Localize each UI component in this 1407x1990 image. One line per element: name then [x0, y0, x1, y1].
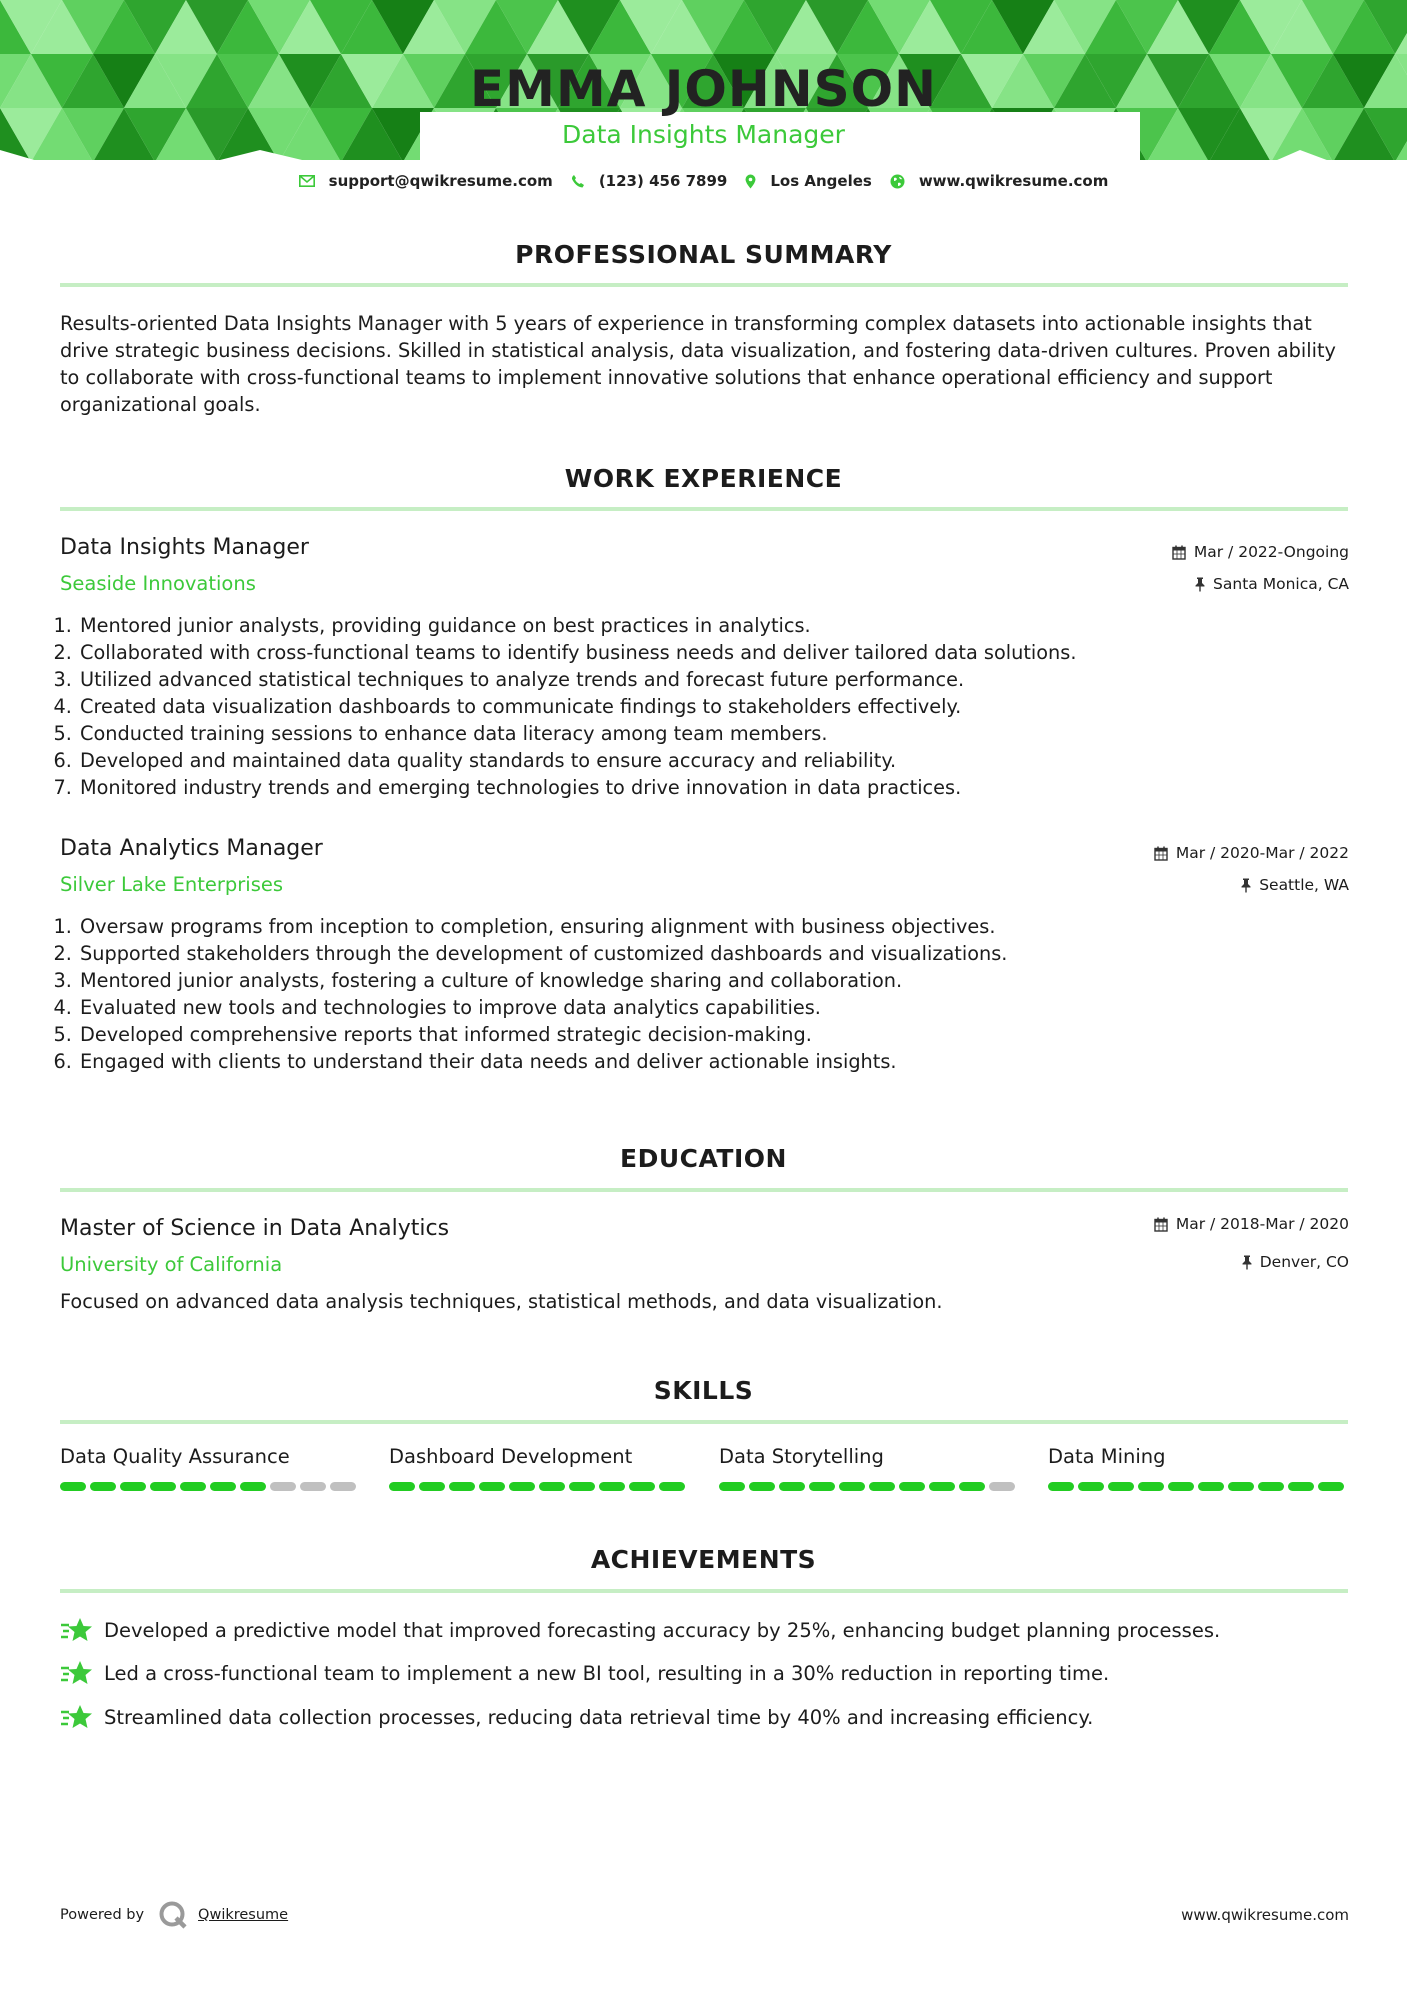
skill-segment-empty	[330, 1482, 356, 1491]
contact-website-text: www.qwikresume.com	[918, 172, 1109, 190]
skill-segment-filled	[509, 1482, 535, 1491]
list-item: 1. Oversaw programs from inception to completion, ensuring alignment with business objectives.	[78, 913, 1358, 940]
skill-segment-filled	[539, 1482, 565, 1491]
contact-email-text: support@qwikresume.com	[328, 172, 553, 190]
job-responsibilities	[52, 913, 1358, 1075]
summary-text: Results-oriented Data Insights Manager with 5 years of experience in transforming complex datasets into actionable insights that drive strategic business decisions. Skilled in statistical analysis, data visualization, and fostering data-driven cultures. Proven ability to collaborate with cross-functional teams to implement innovative solutions that enhance operational efficiency and support organizational goals.	[60, 312, 1336, 416]
list-item: 7. Monitored industry trends and emerging technologies to drive innovation in data practices.	[78, 774, 1358, 801]
star-achievement-icon	[60, 1616, 94, 1644]
skill-segment-filled	[1108, 1482, 1134, 1491]
skill-segment-filled	[150, 1482, 176, 1491]
calendar-icon	[1154, 1217, 1168, 1232]
list-item: 1. Mentored junior analysts, providing guidance on best practices in analytics.	[78, 612, 1358, 639]
contact-phone-text: (123) 456 7899	[598, 172, 728, 190]
skill-segment-filled	[899, 1482, 925, 1491]
job-location-text: Santa Monica, CA	[1213, 575, 1349, 593]
skill-name: Dashboard Development	[389, 1445, 633, 1468]
skill-item	[719, 1445, 1019, 1491]
footer-site[interactable]: www.qwikresume.com	[1181, 1906, 1349, 1924]
job-location-text: Seattle, WA	[1259, 876, 1349, 894]
achievement-text: Developed a predictive model that improved forecasting accuracy by 25%, enhancing budget planning processes.	[104, 1618, 1221, 1642]
skill-segment-filled	[719, 1482, 745, 1491]
skill-segment-filled	[419, 1482, 445, 1491]
section-title-education: EDUCATION	[620, 1144, 787, 1173]
skill-segment-filled	[479, 1482, 505, 1491]
skill-segment-filled	[1168, 1482, 1194, 1491]
skill-segment-filled	[60, 1482, 86, 1491]
section-title-skills: SKILLS	[653, 1376, 754, 1405]
skill-item	[389, 1445, 689, 1491]
section-divider	[60, 283, 1348, 287]
skill-segment-filled	[749, 1482, 775, 1491]
education-location-text: Denver, CO	[1259, 1253, 1349, 1271]
company-name: Silver Lake Enterprises	[60, 873, 284, 896]
skill-segment-filled	[1228, 1482, 1254, 1491]
list-item: 6. Developed and maintained data quality standards to ensure accuracy and reliability.	[78, 747, 1358, 774]
skill-segment-filled	[389, 1482, 415, 1491]
contact-location-text: Los Angeles	[770, 172, 872, 190]
skill-segment-filled	[809, 1482, 835, 1491]
school-name: University of California	[60, 1253, 283, 1276]
skill-level-bar	[1048, 1482, 1348, 1491]
qwikresume-logo-icon	[158, 1900, 188, 1930]
list-item: 5. Developed comprehensive reports that informed strategic decision-making.	[78, 1021, 1358, 1048]
skill-segment-filled	[959, 1482, 985, 1491]
skill-segment-filled	[1258, 1482, 1284, 1491]
calendar-icon	[1172, 545, 1186, 560]
skill-segment-empty	[300, 1482, 326, 1491]
powered-by-label: Powered by	[60, 1907, 145, 1923]
skill-name: Data Quality Assurance	[60, 1445, 290, 1468]
phone-icon	[571, 174, 585, 188]
qwikresume-link[interactable]: Qwikresume	[198, 1907, 289, 1923]
star-achievement-icon	[60, 1659, 94, 1687]
globe-icon	[890, 174, 905, 189]
candidate-name: EMMA JOHNSON	[470, 60, 937, 118]
section-divider	[60, 507, 1348, 511]
list-item: 5. Conducted training sessions to enhance data literacy among team members.	[78, 720, 1358, 747]
list-item: 6. Engaged with clients to understand their data needs and deliver actionable insights.	[78, 1048, 1358, 1075]
education-dates-text: Mar / 2018-Mar / 2020	[1175, 1215, 1349, 1233]
pushpin-icon	[1195, 577, 1205, 592]
contact-website[interactable]	[890, 172, 1109, 190]
achievement-item	[60, 1703, 1093, 1731]
skill-segment-filled	[599, 1482, 625, 1491]
skill-name: Data Mining	[1048, 1445, 1166, 1468]
skill-segment-filled	[569, 1482, 595, 1491]
section-divider	[60, 1188, 1348, 1192]
contact-bar	[0, 172, 1407, 190]
list-item: 2. Collaborated with cross-functional teams to identify business needs and deliver tailored data solutions.	[78, 639, 1358, 666]
pushpin-icon	[1242, 1255, 1252, 1270]
skill-segment-filled	[869, 1482, 895, 1491]
skill-segment-filled	[929, 1482, 955, 1491]
job-title: Data Analytics Manager	[60, 836, 323, 861]
section-divider	[60, 1589, 1348, 1593]
skill-level-bar	[60, 1482, 360, 1491]
skill-segment-filled	[1138, 1482, 1164, 1491]
calendar-icon	[1154, 846, 1168, 861]
candidate-role: Data Insights Manager	[562, 120, 845, 149]
star-achievement-icon	[60, 1703, 94, 1731]
skill-segment-empty	[270, 1482, 296, 1491]
list-item: 4. Evaluated new tools and technologies to improve data analytics capabilities.	[78, 994, 1358, 1021]
skill-segment-filled	[1288, 1482, 1314, 1491]
skill-segment-filled	[90, 1482, 116, 1491]
job-location	[1241, 876, 1349, 894]
skill-level-bar	[389, 1482, 689, 1491]
skill-segment-filled	[1198, 1482, 1224, 1491]
list-item: 2. Supported stakeholders through the development of customized dashboards and visualizations.	[78, 940, 1358, 967]
pushpin-icon	[1241, 878, 1251, 893]
footer-powered-by	[60, 1900, 288, 1930]
skill-segment-filled	[1078, 1482, 1104, 1491]
skill-segment-filled	[180, 1482, 206, 1491]
job-responsibilities	[52, 612, 1358, 801]
section-title-summary: PROFESSIONAL SUMMARY	[515, 240, 892, 269]
job-dates	[1172, 543, 1349, 561]
skill-segment-filled	[120, 1482, 146, 1491]
envelope-icon	[299, 175, 315, 187]
contact-location	[745, 172, 871, 190]
education-location	[1242, 1253, 1349, 1271]
contact-phone[interactable]	[571, 172, 728, 190]
contact-email[interactable]	[299, 172, 553, 190]
achievement-text: Streamlined data collection processes, reducing data retrieval time by 40% and increasing efficiency.	[104, 1705, 1094, 1729]
skill-segment-filled	[839, 1482, 865, 1491]
skill-segment-filled	[779, 1482, 805, 1491]
job-title: Data Insights Manager	[60, 535, 309, 560]
job-dates	[1154, 844, 1349, 862]
skill-level-bar	[719, 1482, 1019, 1491]
skill-segment-filled	[449, 1482, 475, 1491]
list-item: 4. Created data visualization dashboards to communicate findings to stakeholders effectively.	[78, 693, 1358, 720]
skill-name: Data Storytelling	[719, 1445, 884, 1468]
skill-item	[1048, 1445, 1348, 1491]
degree-title: Master of Science in Data Analytics	[60, 1216, 450, 1241]
skill-segment-filled	[1048, 1482, 1074, 1491]
list-item: 3. Mentored junior analysts, fostering a culture of knowledge sharing and collaboration.	[78, 967, 1358, 994]
skill-segment-filled	[659, 1482, 685, 1491]
list-item: 3. Utilized advanced statistical techniques to analyze trends and forecast future performance.	[78, 666, 1358, 693]
section-title-achievements: ACHIEVEMENTS	[590, 1545, 817, 1574]
skill-item	[60, 1445, 360, 1491]
achievement-text: Led a cross-functional team to implement a new BI tool, resulting in a 30% reduction in reporting time.	[104, 1661, 1110, 1685]
achievement-item	[60, 1616, 1220, 1644]
job-dates-text: Mar / 2022-Ongoing	[1193, 543, 1349, 561]
skill-segment-filled	[240, 1482, 266, 1491]
section-title-experience: WORK EXPERIENCE	[564, 464, 843, 493]
job-dates-text: Mar / 2020-Mar / 2022	[1175, 844, 1349, 862]
skill-segment-filled	[1318, 1482, 1344, 1491]
skill-segment-empty	[989, 1482, 1015, 1491]
education-dates	[1154, 1215, 1349, 1233]
education-description: Focused on advanced data analysis techniques, statistical methods, and data visualization.	[60, 1290, 943, 1313]
job-location	[1195, 575, 1349, 593]
skill-segment-filled	[210, 1482, 236, 1491]
achievement-item	[60, 1659, 1109, 1687]
company-name: Seaside Innovations	[60, 572, 256, 595]
skill-segment-filled	[629, 1482, 655, 1491]
section-divider	[60, 1420, 1348, 1424]
map-marker-icon	[745, 174, 756, 189]
